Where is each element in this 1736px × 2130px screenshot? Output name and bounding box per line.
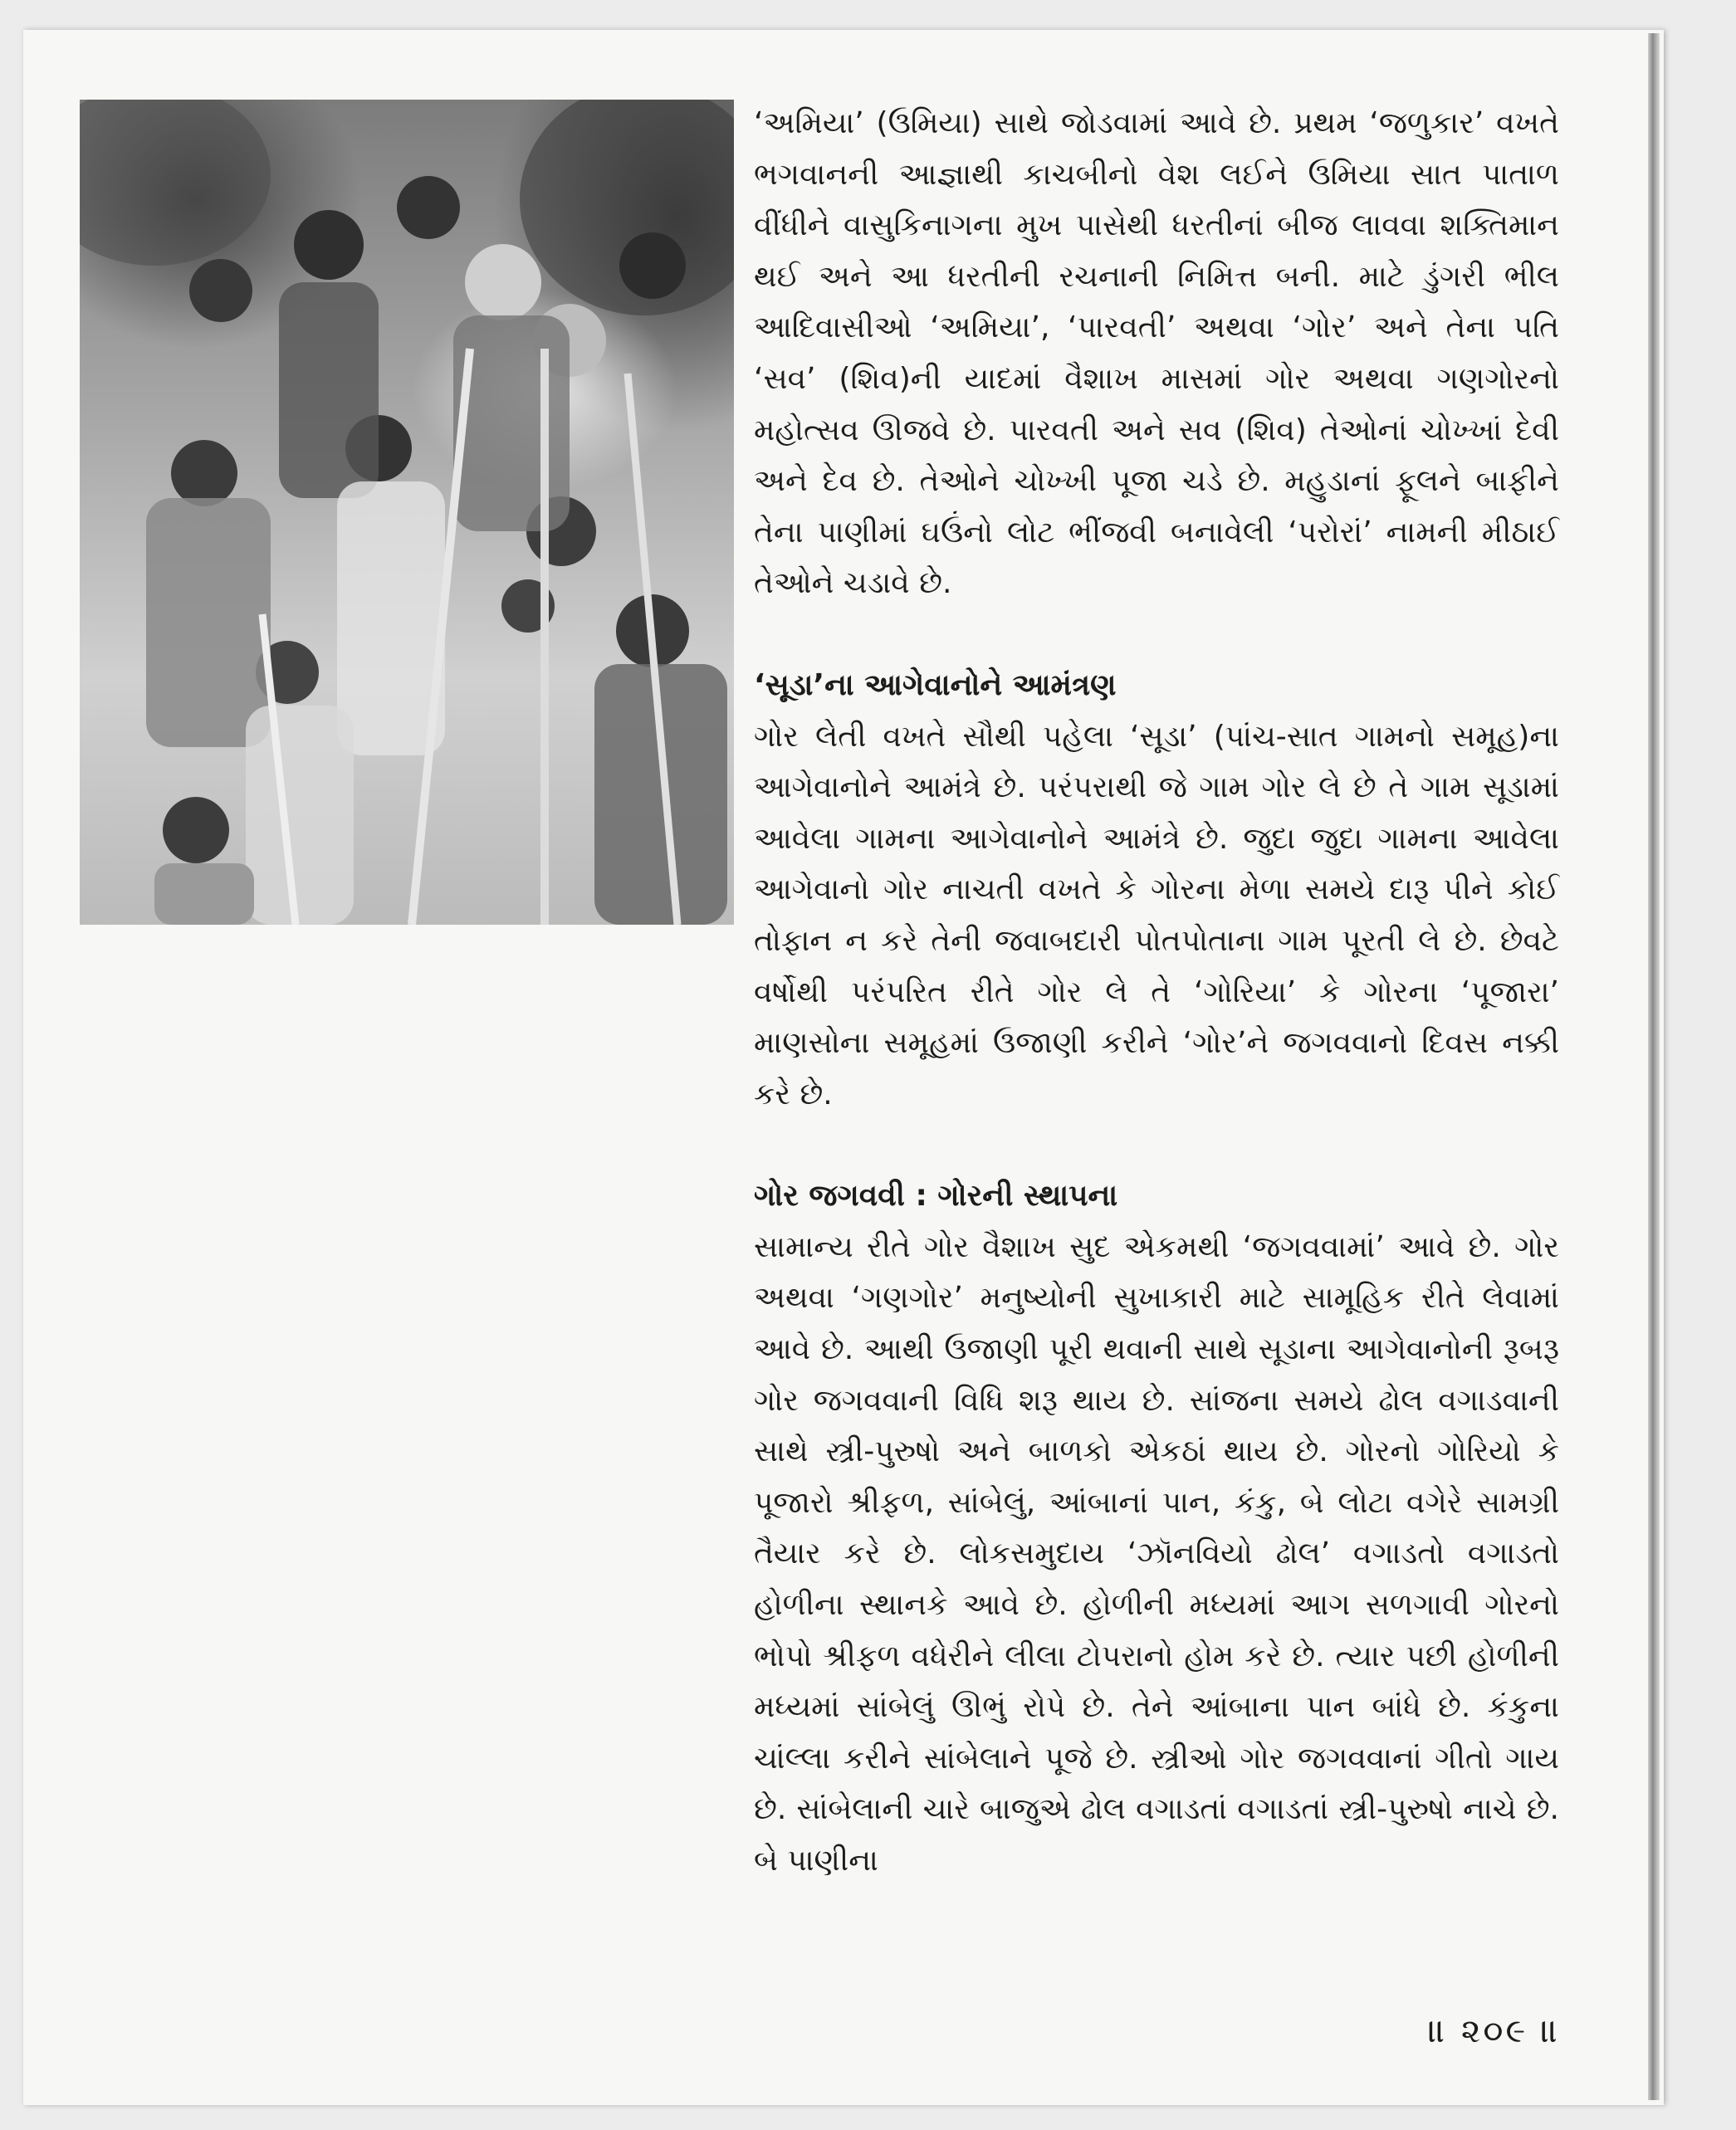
body-text bbox=[754, 98, 1559, 1887]
photo-illustration bbox=[80, 100, 734, 925]
heading-suda-invitation: ‘સૂડા’ના આગેવાનોને આમંત્રણ bbox=[754, 667, 1117, 702]
page-number: ॥ ૨૦૯ ॥ bbox=[1428, 2012, 1561, 2050]
festival-procession-photo bbox=[80, 100, 734, 925]
heading-gor-establishment: ગોર જગવવી : ગોરની સ્થાપના bbox=[754, 1179, 1118, 1214]
paragraph-1: ‘અમિયા’ (ઉમિયા) સાથે જોડવામાં આવે છે. પ્રથમ ‘જળુકાર’ વખતે ભગવાનની આજ્ઞાથી કાચબીનો વેશ લઈને ઉમિયા સાત પાતાળ વીંધીને વાસુકિનાગના મુખ પાસેથી ધરતીનાં બીજ લાવવા શક્તિમાન થઈ અને આ ધરતીની રચનાની નિમિત્ત બની. માટે ડુંગરી ભીલ આદિવાસીઓ ‘અમિયા’, ‘પારવતી’ અથવા ‘ગોર’ અને તેના પતિ ‘સવ’ (શિવ)ની યાદમાં વૈશાખ માસમાં ગોર અથવા ગણગોરનો મહોત્સવ ઊજવે છે. પારવતી અને સવ (શિવ) તેઓનાં ચોખ્ખાં દેવી અને દેવ છે. તેઓને ચોખ્ખી પૂજા ચડે છે. મહુડાનાં ફૂલને બાફીને તેના પાણીમાં ઘઉંનો લોટ ભીંજવી બનાવેલી ‘પરોરાં’ નામની મીઠાઈ તેઓને ચડાવે છે. bbox=[754, 106, 1559, 601]
book-spine-shadow bbox=[1648, 33, 1660, 2100]
paragraph-3: સામાન્ય રીતે ગોર વૈશાખ સુદ એકમથી ‘જગવવામાં’ આવે છે. ગોર અથવા ‘ગણગોર’ મનુષ્યોની સુખાકારી માટે સામૂહિક રીતે લેવામાં આવે છે. આથી ઉજાણી પૂરી થવાની સાથે સૂડાના આગેવાનોની રૂબરૂ ગોર જગવવાની વિધિ શરૂ થાય છે. સાંજના સમયે ઢોલ વગાડવાની સાથે સ્ત્રી-પુરુષો અને બાળકો એકઠાં થાય છે. ગોરનો ગોરિયો કે પૂજારો શ્રીફળ, સાંબેલું, આંબાનાં પાન, કંકુ, બે લોટા વગેરે સામગ્રી તૈયાર કરે છે. લોકસમુદાય ‘ઝૉનવિયો ઢોલ’ વગાડતો વગાડતો હોળીના સ્થાનકે આવે છે. હોળીની મધ્યમાં આગ સળગાવી ગોરનો ભોપો શ્રીફળ વધેરીને લીલા ટોપરાનો હોમ કરે છે. ત્યાર પછી હોળીની મધ્યમાં સાંબેલું ઊભું રોપે છે. તેને આંબાના પાન બાંધે છે. કંકુના ચાંલ્લા કરીને સાંબેલાને પૂજે છે. સ્ત્રીઓ ગોર જગવવાનાં ગીતો ગાય છે. સાંબેલાની ચારે બાજુએ ઢોલ વગાડતાં વગાડતાં સ્ત્રી-પુરુષો નાચે છે. બે પાણીના bbox=[754, 1229, 1559, 1878]
paragraph-2: ગોર લેતી વખતે સૌથી પહેલા ‘સૂડા’ (પાંચ-સાત ગામનો સમૂહ)ના આગેવાનોને આમંત્રે છે. પરંપરાથી જે ગામ ગોર લે છે તે ગામ સૂડામાં આવેલા ગામના આગેવાનોને આમંત્રે છે. જુદા જુદા ગામના આવેલા આગેવાનો ગોર નાચતી વખતે કે ગોરના મેળા સમયે દારૂ પીને કોઈ તોફાન ન કરે તેની જવાબદારી પોતપોતાના ગામ પૂરતી લે છે. છેવટે વર્ષોથી પરંપરિત રીતે ગોર લે તે ‘ગોરિયા’ કે ગોરના ‘પૂજારા’ માણસોના સમૂહમાં ઉજાણી કરીને ‘ગોર’ને જગવવાનો દિવસ નક્કી કરે છે. bbox=[754, 719, 1559, 1111]
